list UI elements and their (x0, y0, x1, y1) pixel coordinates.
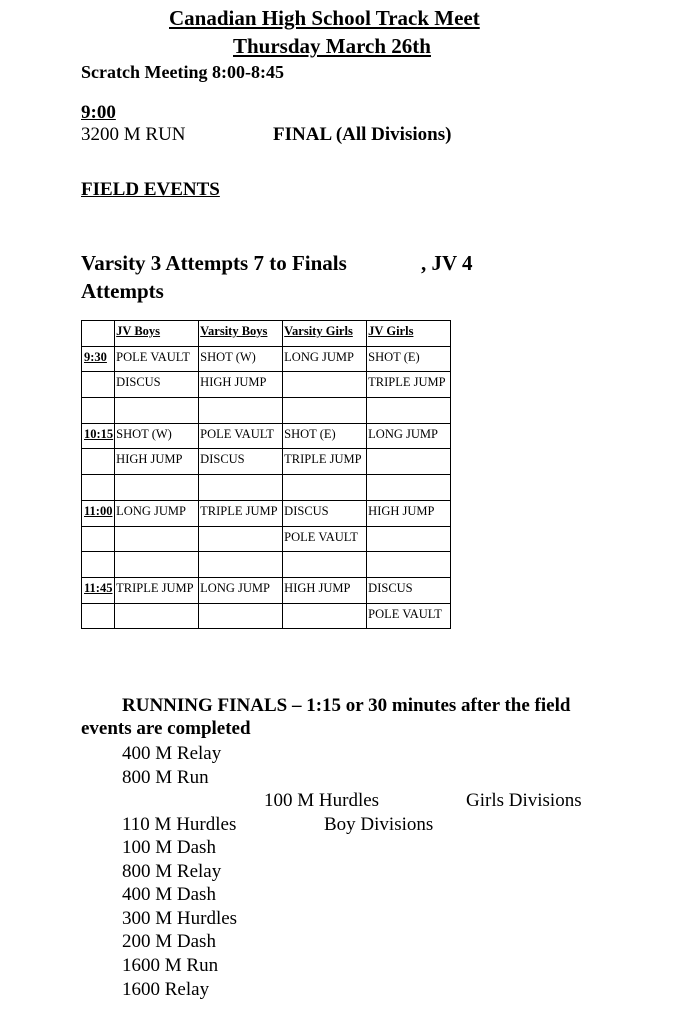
table-row (82, 398, 451, 424)
first-event-name: 3200 M RUN (81, 124, 186, 145)
running-event: 800 M Run (122, 767, 209, 788)
attempts-line-1: Varsity 3 Attempts 7 to Finals (81, 251, 347, 275)
event-cell (367, 398, 451, 424)
running-event: 1600 M Run (122, 955, 219, 976)
table-row (82, 372, 451, 398)
event-cell (283, 475, 367, 501)
running-heading-line-2: events are completed (81, 718, 251, 739)
table-row (82, 346, 451, 372)
attempts-line-1b: , JV 4 (421, 251, 473, 275)
time-cell (82, 552, 115, 578)
event-cell (115, 526, 199, 552)
header-cell: Varsity Boys (199, 321, 283, 347)
running-event: 800 M Relay (122, 861, 222, 882)
event-cell: HIGH JUMP (367, 500, 451, 526)
first-event-note: FINAL (All Divisions) (273, 124, 452, 145)
event-cell (367, 552, 451, 578)
attempts-line-2: Attempts (81, 279, 164, 303)
header-cell: Varsity Girls (283, 321, 367, 347)
header-cell: JV Girls (367, 321, 451, 347)
event-cell (283, 552, 367, 578)
event-cell (367, 475, 451, 501)
header-cell (82, 321, 115, 347)
event-cell: HIGH JUMP (199, 372, 283, 398)
table-row (82, 552, 451, 578)
girls-divisions-label: Girls Divisions (466, 790, 582, 811)
event-cell: SHOT (E) (367, 346, 451, 372)
event-cell: HIGH JUMP (115, 449, 199, 475)
table-row (82, 603, 451, 629)
boys-hurdles-event: 110 M Hurdles (122, 814, 237, 835)
event-cell: LONG JUMP (283, 346, 367, 372)
field-events-heading: FIELD EVENTS (81, 179, 220, 200)
event-cell: POLE VAULT (115, 346, 199, 372)
event-cell: TRIPLE JUMP (115, 577, 199, 603)
event-cell (367, 526, 451, 552)
boys-divisions-label: Boy Divisions (324, 814, 434, 835)
table-row (82, 500, 451, 526)
event-cell: DISCUS (283, 500, 367, 526)
event-cell (199, 475, 283, 501)
running-heading-line-1: RUNNING FINALS – 1:15 or 30 minutes after the field (122, 695, 571, 716)
event-cell: POLE VAULT (283, 526, 367, 552)
event-cell (283, 603, 367, 629)
table-header-row (82, 321, 451, 347)
time-cell (82, 603, 115, 629)
running-event: 1600 Relay (122, 979, 210, 1000)
event-cell: DISCUS (199, 449, 283, 475)
event-cell: POLE VAULT (199, 423, 283, 449)
event-cell: HIGH JUMP (283, 577, 367, 603)
event-cell: LONG JUMP (115, 500, 199, 526)
event-cell (199, 526, 283, 552)
event-cell (115, 603, 199, 629)
time-cell: 9:30 (82, 346, 115, 372)
first-event-time: 9:00 (81, 102, 116, 123)
event-cell: SHOT (W) (199, 346, 283, 372)
time-cell: 10:15 (82, 423, 115, 449)
girls-hurdles-event: 100 M Hurdles (264, 790, 380, 811)
table-row (82, 423, 451, 449)
event-cell: DISCUS (367, 577, 451, 603)
event-cell (199, 552, 283, 578)
event-cell (367, 449, 451, 475)
event-cell (115, 398, 199, 424)
event-cell (199, 398, 283, 424)
time-cell (82, 398, 115, 424)
time-cell (82, 449, 115, 475)
running-event: 400 M Dash (122, 884, 216, 905)
page-title: Canadian High School Track Meet (169, 6, 480, 30)
header-cell: JV Boys (115, 321, 199, 347)
time-cell (82, 526, 115, 552)
meet-date: Thursday March 26th (233, 34, 431, 58)
table-row (82, 475, 451, 501)
event-cell: DISCUS (115, 372, 199, 398)
event-cell (115, 552, 199, 578)
time-cell (82, 475, 115, 501)
time-cell: 11:00 (82, 500, 115, 526)
event-cell: LONG JUMP (367, 423, 451, 449)
event-cell (199, 603, 283, 629)
event-cell: TRIPLE JUMP (367, 372, 451, 398)
event-cell: LONG JUMP (199, 577, 283, 603)
field-events-table (81, 320, 451, 629)
time-cell (82, 372, 115, 398)
running-event: 100 M Dash (122, 837, 216, 858)
event-cell: POLE VAULT (367, 603, 451, 629)
event-cell: TRIPLE JUMP (283, 449, 367, 475)
running-event: 300 M Hurdles (122, 908, 238, 929)
running-event: 400 M Relay (122, 743, 222, 764)
event-cell (283, 372, 367, 398)
event-cell: TRIPLE JUMP (199, 500, 283, 526)
table-row (82, 449, 451, 475)
running-event: 200 M Dash (122, 931, 216, 952)
event-cell (283, 398, 367, 424)
event-cell: SHOT (E) (283, 423, 367, 449)
event-cell (115, 475, 199, 501)
time-cell: 11:45 (82, 577, 115, 603)
table-row (82, 577, 451, 603)
scratch-meeting: Scratch Meeting 8:00-8:45 (81, 62, 284, 82)
event-cell: SHOT (W) (115, 423, 199, 449)
table-row (82, 526, 451, 552)
